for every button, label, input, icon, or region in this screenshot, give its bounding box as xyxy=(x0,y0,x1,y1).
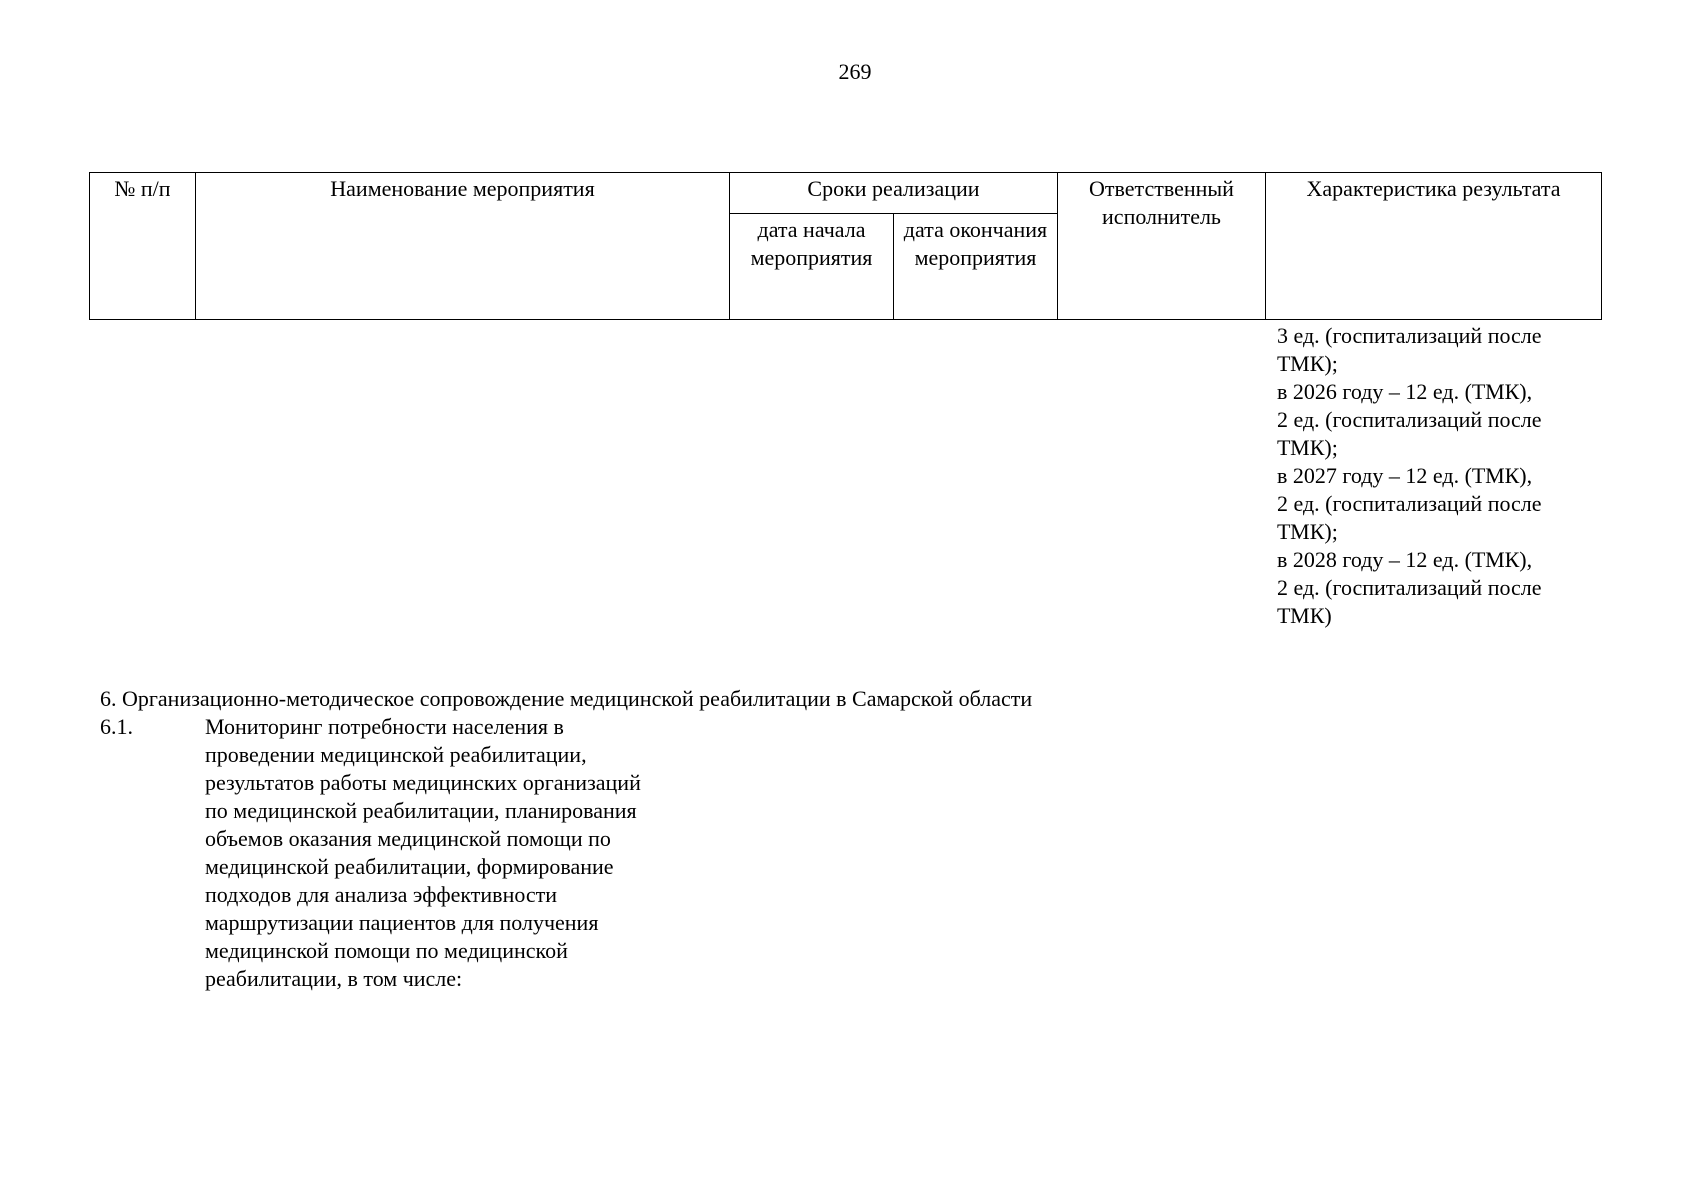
header-responsible-label: Ответственный исполнитель xyxy=(1089,176,1234,229)
row-activity-name xyxy=(205,713,705,993)
header-end-date-label: дата окончания мероприятия xyxy=(903,217,1048,270)
activity-name-line: объемов оказания медицинской помощи по xyxy=(205,826,611,851)
header-timeline-label: Сроки реализации xyxy=(807,176,980,201)
header-row-top xyxy=(90,173,1602,214)
activity-name-line: медицинской реабилитации, формирование xyxy=(205,854,614,879)
result-line: 2 ед. (госпитализаций после xyxy=(1277,575,1542,600)
activity-name-line: по медицинской реабилитации, планирования xyxy=(205,798,637,823)
result-line: ТМК); xyxy=(1277,351,1338,376)
activity-name-line: медицинской помощи по медицинской xyxy=(205,938,568,963)
header-start-date xyxy=(730,214,894,320)
result-line: ТМК); xyxy=(1277,435,1338,460)
activity-name-line: результатов работы медицинских организаций xyxy=(205,770,641,795)
result-line: 2 ед. (госпитализаций после xyxy=(1277,407,1542,432)
activity-name-line: маршрутизации пациентов для получения xyxy=(205,910,599,935)
section-heading: 6. Организационно-методическое сопровождение медицинской реабилитации в Самарской области xyxy=(100,686,1033,711)
activity-name-line: проведении медицинской реабилитации, xyxy=(205,742,587,767)
header-num-label: № п/п xyxy=(114,176,171,201)
page-number: 269 xyxy=(838,59,872,84)
result-line: в 2026 году – 12 ед. (ТМК), xyxy=(1277,379,1533,404)
header-table xyxy=(89,172,1602,320)
result-line: в 2027 году – 12 ед. (ТМК), xyxy=(1277,463,1533,488)
result-line: ТМК); xyxy=(1277,519,1338,544)
continued-result-text xyxy=(1277,322,1607,630)
header-end-date xyxy=(894,214,1058,320)
activity-name-line: реабилитации, в том числе: xyxy=(205,966,463,991)
header-result-label: Характеристика результата xyxy=(1306,176,1561,201)
result-line: в 2028 году – 12 ед. (ТМК), xyxy=(1277,547,1533,572)
activity-name-line: Мониторинг потребности населения в xyxy=(205,714,564,739)
header-timeline xyxy=(730,173,1058,214)
header-name xyxy=(196,173,730,320)
activity-name-line: подходов для анализа эффективности xyxy=(205,882,558,907)
header-num xyxy=(90,173,196,320)
header-responsible xyxy=(1058,173,1266,320)
result-line: ТМК) xyxy=(1277,603,1332,628)
row-number: 6.1. xyxy=(100,714,133,739)
header-start-date-label: дата начала мероприятия xyxy=(750,217,873,270)
header-name-label: Наименование мероприятия xyxy=(330,176,595,201)
header-result xyxy=(1266,173,1602,320)
result-line: 3 ед. (госпитализаций после xyxy=(1277,323,1542,348)
result-line: 2 ед. (госпитализаций после xyxy=(1277,491,1542,516)
